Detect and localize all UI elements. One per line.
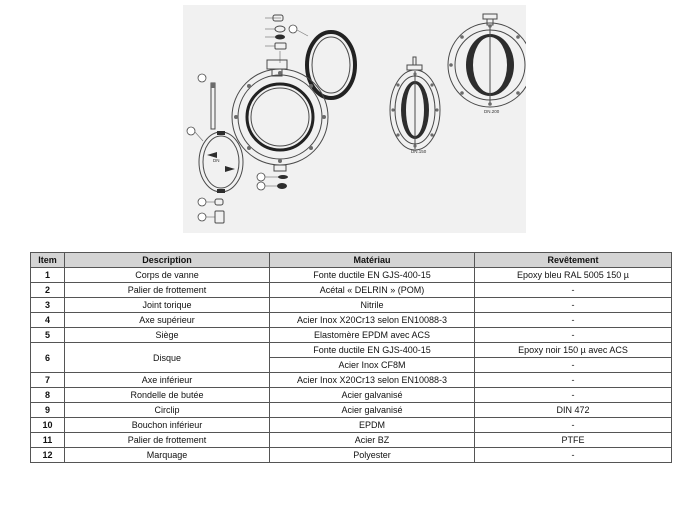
table-row (31, 448, 672, 463)
materiau-cell: Acier BZ (270, 433, 475, 448)
header-revetement: Revêtement (475, 253, 672, 268)
item-number: 5 (31, 328, 65, 343)
description-cell: Axe inférieur (65, 373, 270, 388)
dn200-label: DN.200 (484, 109, 500, 114)
bottom-hardware-stack (198, 173, 288, 223)
svg-text:DN: DN (213, 158, 220, 163)
header-item: Item (31, 253, 65, 268)
description-cell: Joint torique (65, 298, 270, 313)
item-number: 7 (31, 373, 65, 388)
revetement-cell: - (475, 313, 672, 328)
materiau-cell: Fonte ductile EN GJS-400-15 (270, 343, 475, 358)
item-number: 10 (31, 418, 65, 433)
item-number: 11 (31, 433, 65, 448)
revetement-cell: - (475, 373, 672, 388)
parts-table (30, 252, 672, 463)
dn150-label: DN.150 (411, 149, 427, 154)
description-cell: Corps de vanne (65, 268, 270, 283)
description-cell: Bouchon inférieur (65, 418, 270, 433)
materiau-cell: Elastomère EPDM avec ACS (270, 328, 475, 343)
revetement-cell: - (475, 418, 672, 433)
header-materiau: Matériau (270, 253, 475, 268)
item-number: 4 (31, 313, 65, 328)
header-description: Description (65, 253, 270, 268)
materiau-cell: Fonte ductile EN GJS-400-15 (270, 268, 475, 283)
materiau-cell: Acétal « DELRIN » (POM) (270, 283, 475, 298)
description-cell: Disque (65, 343, 270, 373)
revetement-cell: - (475, 298, 672, 313)
item-number: 1 (31, 268, 65, 283)
revetement-cell: - (475, 448, 672, 463)
table-row (31, 373, 672, 388)
item-number: 2 (31, 283, 65, 298)
revetement-cell: - (475, 388, 672, 403)
materiau-cell: EPDM (270, 418, 475, 433)
valve-assembly-dn150 (390, 57, 440, 154)
table-row (31, 328, 672, 343)
materiau-cell: Acier galvanisé (270, 403, 475, 418)
lower-shaft (198, 74, 215, 129)
top-hardware-stack (265, 15, 286, 63)
materiau-cell: Polyester (270, 448, 475, 463)
description-cell: Axe supérieur (65, 313, 270, 328)
description-cell: Circlip (65, 403, 270, 418)
table-row (31, 418, 672, 433)
description-cell: Marquage (65, 448, 270, 463)
description-cell: Siège (65, 328, 270, 343)
table-row (31, 268, 672, 283)
item-number: 9 (31, 403, 65, 418)
item-number: 12 (31, 448, 65, 463)
description-cell: Palier de frottement (65, 283, 270, 298)
description-cell: Rondelle de butée (65, 388, 270, 403)
table-row (31, 313, 672, 328)
exploded-view-drawing (183, 5, 526, 233)
table-row (31, 283, 672, 298)
item-number: 3 (31, 298, 65, 313)
item-number: 6 (31, 343, 65, 373)
table-header-row (31, 253, 672, 268)
materiau-cell: Acier Inox X20Cr13 selon EN10088-3 (270, 373, 475, 388)
valve-assembly-dn200 (448, 14, 526, 114)
materiau-cell: Nitrile (270, 298, 475, 313)
table-row (31, 388, 672, 403)
revetement-cell: PTFE (475, 433, 672, 448)
materiau-cell: Acier Inox CF8M (270, 358, 475, 373)
revetement-cell: - (475, 283, 672, 298)
revetement-cell: - (475, 328, 672, 343)
materiau-cell: Acier galvanisé (270, 388, 475, 403)
materiau-cell: Acier Inox X20Cr13 selon EN10088-3 (270, 313, 475, 328)
seat-ring (289, 25, 355, 98)
table-row (31, 403, 672, 418)
disc (187, 127, 243, 193)
revetement-cell: - (475, 358, 672, 373)
revetement-cell: Epoxy noir 150 µ avec ACS (475, 343, 672, 358)
revetement-cell: DIN 472 (475, 403, 672, 418)
description-cell: Palier de frottement (65, 433, 270, 448)
table-row (31, 298, 672, 313)
revetement-cell: Epoxy bleu RAL 5005 150 µ (475, 268, 672, 283)
table-row (31, 343, 672, 358)
item-number: 8 (31, 388, 65, 403)
table-row (31, 433, 672, 448)
